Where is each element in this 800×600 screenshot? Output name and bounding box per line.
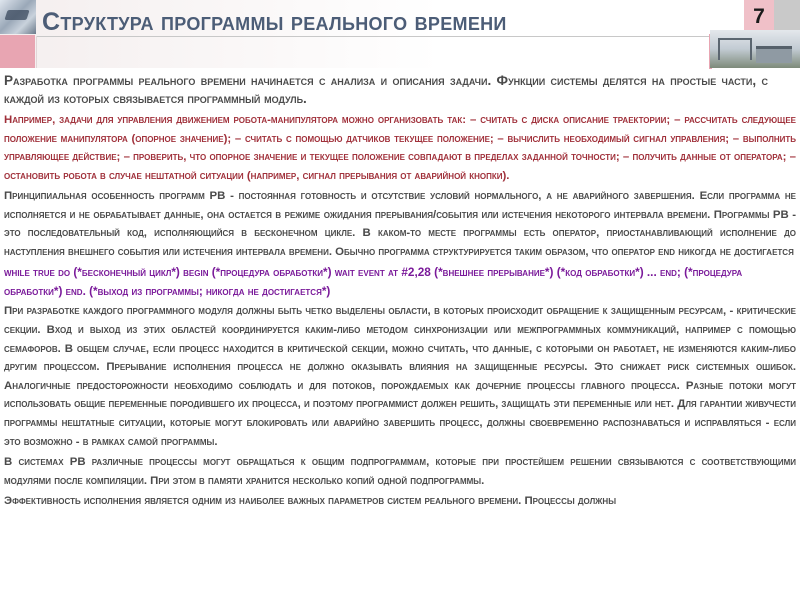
- header-photo-right: [710, 30, 800, 68]
- example-paragraph: Например, задачи для управления движением робота-манипулятора можно организовать так: – считать с диска описание траектории; – рассчитать следующее положение манипулятора (опорное значение); – считать с помощью датчиков текущее положение; – вычислить необходимый сигнал управления; – выполнить управляющее действие; – проверить, что опорное значение и текущее положение совпадают в пределах заданной точности; – получить данные от оператора; – остановить робота в случае нештатной ситуации (например, сигнал прерывания от аварийной кнопки).: [4, 114, 796, 182]
- header-photo-left: [0, 0, 36, 34]
- subroutines-paragraph: В системах РВ различные процессы могут обращаться к общим подпрограммам, которые при простейшем решении связываются с соответствующими модулями после компиляции. При этом в памяти хранится несколько копий одной подпрограммы.: [4, 456, 796, 487]
- slide-body: [4, 70, 796, 600]
- page-number: 7: [753, 5, 765, 28]
- principle-paragraph: Принципиальная особенность программ РВ - постоянная готовность и отсутствие условий нормального, а не аварийного завершения. Если программа не исполняется и не обрабатывает данные, она остается в режиме ожидания прерывания/события или истечения некоторого интервала времени. Программы РВ - это последовательный код, исполняющийся в бесконечном цикле. В каком-то месте программы есть оператор, приостанавливающий исполнение до наступления внешнего события или истечения интервала времени. Обычно программа структурируется таким образом, что оператор end никогда не достигается: [4, 190, 796, 258]
- header-divider-vertical: [36, 36, 37, 68]
- decor-square-grey: [774, 0, 800, 30]
- slide-header: [0, 0, 800, 68]
- code-snippet: while true do (*бесконечный цикл*) begin (*процедура обработки*) wait event at #2,28 (*внешнее прерывание*) (*код обработки*) ... end; (*процедура обработки*) end. (*выход из программы; никогда не достигается*): [4, 265, 743, 298]
- efficiency-paragraph: Эффективность исполнения является одним из наиболее важных параметров систем реального времени. Процессы должны: [4, 495, 617, 508]
- decor-square-pink: [0, 35, 35, 68]
- intro-paragraph: Разработка программы реального времени начинается с анализа и описания задачи. Функции системы делятся на простые части, с каждой из которых связывается программный модуль.: [4, 73, 768, 106]
- modules-paragraph: При разработке каждого программного модуля должны быть четко выделены области, в которых происходит обращение к защищенным ресурсам, - критические секции. Вход и выход из этих областей координируется каким-либо методом синхронизации или межпрограммных коммуникаций, например с помощью семафоров. В общем случае, если процесс находится в критической секции, можно считать, что данные, с которыми он работает, не изменяются каким-либо другим процессом. Прерывание исполнения процесса не должно оказывать влияния на защищенные ресурсы. Это снижает риск системных ошибок. Аналогичные предосторожности необходимо соблюдать и для потоков, порождаемых как дочерние процессы главного процесса. Разные потоки могут использовать общие переменные породившего их процесса, и поэтому программист должен решить, защищать эти переменные или нет. Для гарантии живучести программы нештатные ситуации, которые могут блокировать или аварийно завершить процесс, должны своевременно распознаваться и исправляться - если это возможно - в рамках самой программы.: [4, 305, 796, 448]
- slide-title: Структура программы реального времени: [42, 8, 507, 36]
